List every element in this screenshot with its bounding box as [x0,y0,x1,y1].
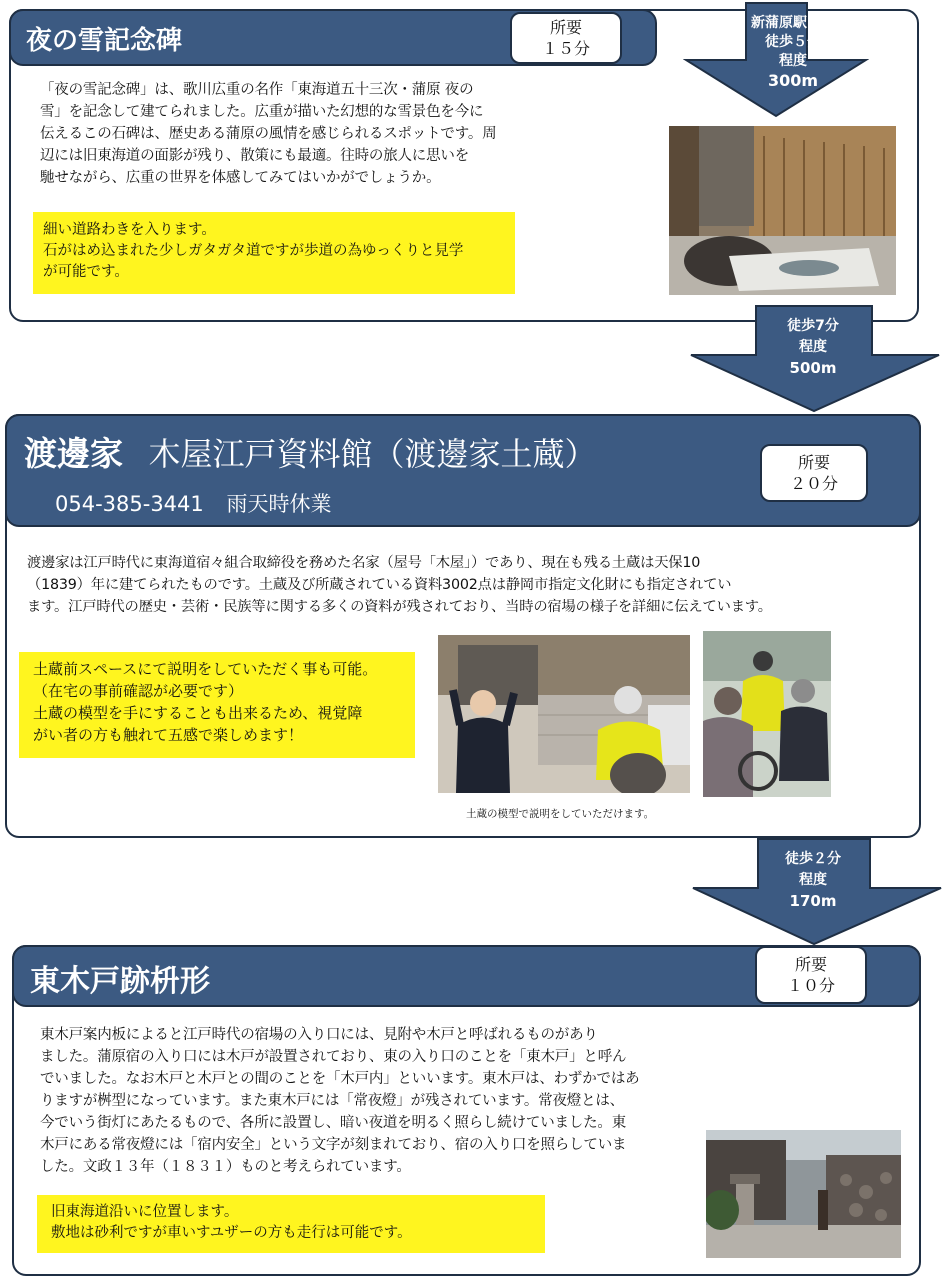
description-text: 渡邊家は江戸時代に東海道宿々組合取締役を務めた名家（屋号「木屋」）であり、現在も残る土蔵は天保10 （1839）年に建てられたものです。土蔵及び所蔵されている資料3002点は静岡市指定文化財にも指定されてい ます。江戸時代の歴史・芸術・民族等に関する多くの資料が残されており、当時の宿場の様子を詳細に伝えています。 [27,555,772,615]
section-title: 東木戸跡枡形 [30,964,210,999]
duration-value: ２０分 [789,474,838,493]
access-note: 土蔵前スペースにて説明をしていただく事も可能。 （在宅の事前確認が必要です） 土蔵の模型を手にすることも出来るため、視覚障 がい者の方も触れて五感で楽しめます！ [19,652,415,758]
duration-label: 所要 [797,453,830,472]
duration-box [760,444,868,502]
access-note: 細い道路わきを入ります。 石がはめ込まれた少しガタガタ道ですが歩道の為ゆっくりと見学 が可能です。 [33,212,515,294]
group-tour-photo [703,631,831,797]
title-main: 渡邊家 [24,434,123,473]
duration-label: 所要 [549,18,582,37]
description-text: 東木戸案内板によると江戸時代の宿場の入り口には、見附や木戸と呼ばれるものがあり ました。蒲原宿の入り口には木戸が設置されており、東の入り口のことを「東木戸」と呼ん でいました。なお木戸と木戸との間のことを「木戸内」といいます。東木戸は、わずかではあ りますが桝型になっています。また東木戸には「常夜燈」が残されています。常夜燈とは、 今でいう街灯にあたるもので、各所に設置し、暗い夜道を明るく照らし続けていました。東 木戸にある常夜燈には「宿内安全」という文字が刻まれており、宿の入り口を照らしていま した。文政１３年（１８３１）ものと考えられています。 [40,1027,640,1175]
section-title: 夜の雪記念碑 [26,26,183,56]
duration-box [755,946,867,1004]
stone-monument-photo [669,126,896,295]
contact-line [55,488,331,518]
walk-arrow-1-text: 新蒲原駅より 徒歩５分 程度 300m [751,15,835,90]
walk-arrow-2-text: 徒歩7分 程度 500m [787,318,839,377]
guide-explaining-photo [438,635,690,793]
walk-arrow-3-text: 徒歩２分 程度 170m [785,851,841,910]
duration-label: 所要 [794,955,827,974]
section-title [24,428,597,475]
photo-caption: 土蔵の模型で説明をしていただけます。 [466,808,655,820]
phone-number[interactable]: 054-385-3441 [55,492,204,516]
kido-gate-photo [706,1130,901,1258]
duration-value: １０分 [786,976,835,995]
closed-info: 雨天時休業 [226,492,332,516]
duration-box [510,12,622,64]
duration-value: １５分 [541,39,590,58]
title-sub: 木屋江戸資料館（渡邊家土蔵） [148,435,597,473]
access-note: 旧東海道沿いに位置します。 敷地は砂利ですが車いすユザーの方も走行は可能です。 [37,1195,545,1253]
description-text: 「夜の雪記念碑」は、歌川広重の名作「東海道五十三次・蒲原 夜の 雪」を記念して建てられました。広重が描いた幻想的な雪景色を今に 伝えるこの石碑は、歴史ある蒲原の風情を感じられるスポットです。周 辺には旧東海道の面影が残り、散策にも最適。往時の旅人に思いを 馳せながら、広重の世界を体感してみてはいかがでしょうか。 [40,82,497,186]
